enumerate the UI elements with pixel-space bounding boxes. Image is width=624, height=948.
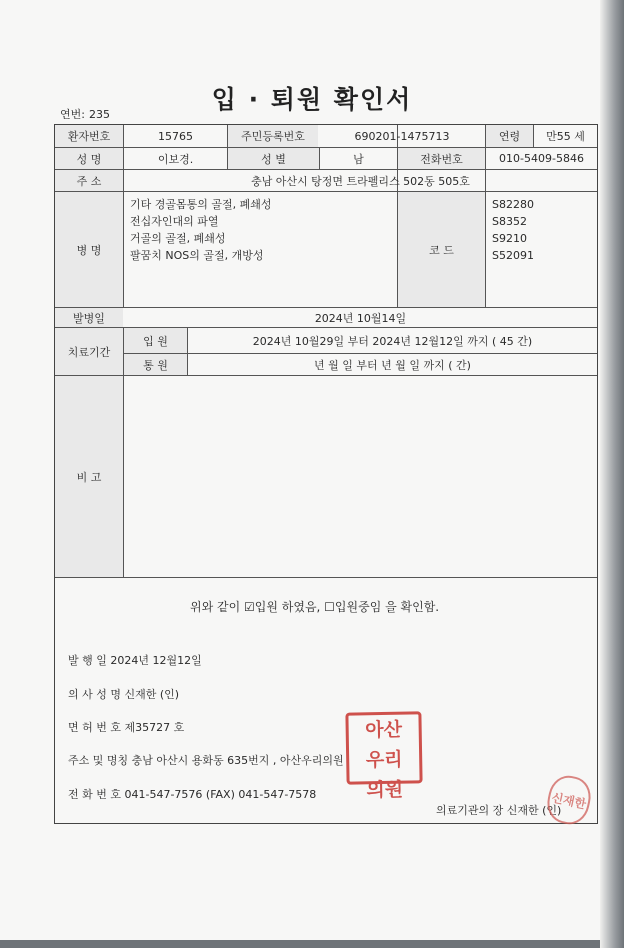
address-label: 주 소 <box>55 170 123 191</box>
remarks-value <box>124 376 597 577</box>
diagnosis-item: 팔꿈치 NOS의 골절, 개방성 <box>130 249 264 262</box>
age-value: 만55 세 <box>546 130 585 143</box>
institution-address: 주소 및 명칭 충남 아산시 용화동 635번지 , 아산우리의원 <box>68 754 344 767</box>
age-label: 연령 <box>486 125 533 147</box>
code-item: S9210 <box>492 232 527 245</box>
serial-value: 235 <box>88 108 110 121</box>
issue-date: 발 행 일 2024년 12월12일 <box>68 654 202 667</box>
code-label: 코 드 <box>398 192 485 307</box>
doctor-name: 의 사 성 명 신재한 (인) <box>68 688 180 701</box>
remarks-label: 비 고 <box>55 376 123 577</box>
document-title: 입 · 퇴원 확인서 <box>211 85 413 114</box>
rrn-value: 690201-1475713 <box>354 129 450 143</box>
license-number: 면 허 번 호 제35727 호 <box>68 721 185 734</box>
phone-value: 010-5409-5846 <box>499 152 584 165</box>
diagnosis-item: 기타 경골몸통의 골절, 폐쇄성 <box>130 198 272 211</box>
inpatient-label: 입 원 <box>124 328 187 353</box>
sex-label: 성 별 <box>228 148 319 169</box>
diagnosis-item: 거골의 골절, 폐쇄성 <box>130 232 226 245</box>
patient-no-value: 15765 <box>158 129 193 143</box>
diagnosis-list <box>124 192 397 307</box>
rrn-label: 주민등록번호 <box>228 125 318 147</box>
diagnosis-item: 전십자인대의 파열 <box>130 215 219 228</box>
code-item: S82280 <box>492 198 534 211</box>
code-list <box>486 192 597 307</box>
clinic-seal-stamp: 아산 우리 <box>345 711 422 784</box>
director-seal-stamp: 신재한 <box>543 772 594 828</box>
patient-no-label: 환자번호 <box>55 125 123 147</box>
sex-value: 남 <box>353 152 364 166</box>
head-signature: 의료기관의 장 신재한 (인) <box>436 804 562 817</box>
onset-date: 2024년 10월14일 <box>314 311 407 325</box>
address-value: 충남 아산시 탕정면 트라펠리스 502동 505호 <box>251 174 470 188</box>
name-label: 성 명 <box>55 148 123 169</box>
serial-number <box>60 106 110 122</box>
outpatient-period: 년 월 일 부터 년 월 일 까지 ( 간) <box>314 358 471 372</box>
name-value: 이보경. <box>157 152 194 166</box>
outpatient-label: 통 원 <box>124 354 187 375</box>
treatment-label: 치료기간 <box>55 328 123 375</box>
code-item: S8352 <box>492 215 527 228</box>
diagnosis-label: 병 명 <box>55 192 123 307</box>
onset-label: 발병일 <box>55 308 123 327</box>
institution-phone: 전 화 번 호 041-547-7576 (FAX) 041-547-7578 <box>68 788 317 801</box>
serial-label: 연번: <box>60 108 85 121</box>
code-item: S52091 <box>492 249 534 262</box>
page-shadow <box>600 0 624 948</box>
phone-label: 전화번호 <box>398 148 485 169</box>
inpatient-period: 2024년 10월29일 부터 2024년 12월12일 까지 ( 45 간) <box>252 334 533 348</box>
confirmation-statement: 위와 같이 ☑입원 하였음, ☐입원중임 을 확인함. <box>190 600 440 614</box>
